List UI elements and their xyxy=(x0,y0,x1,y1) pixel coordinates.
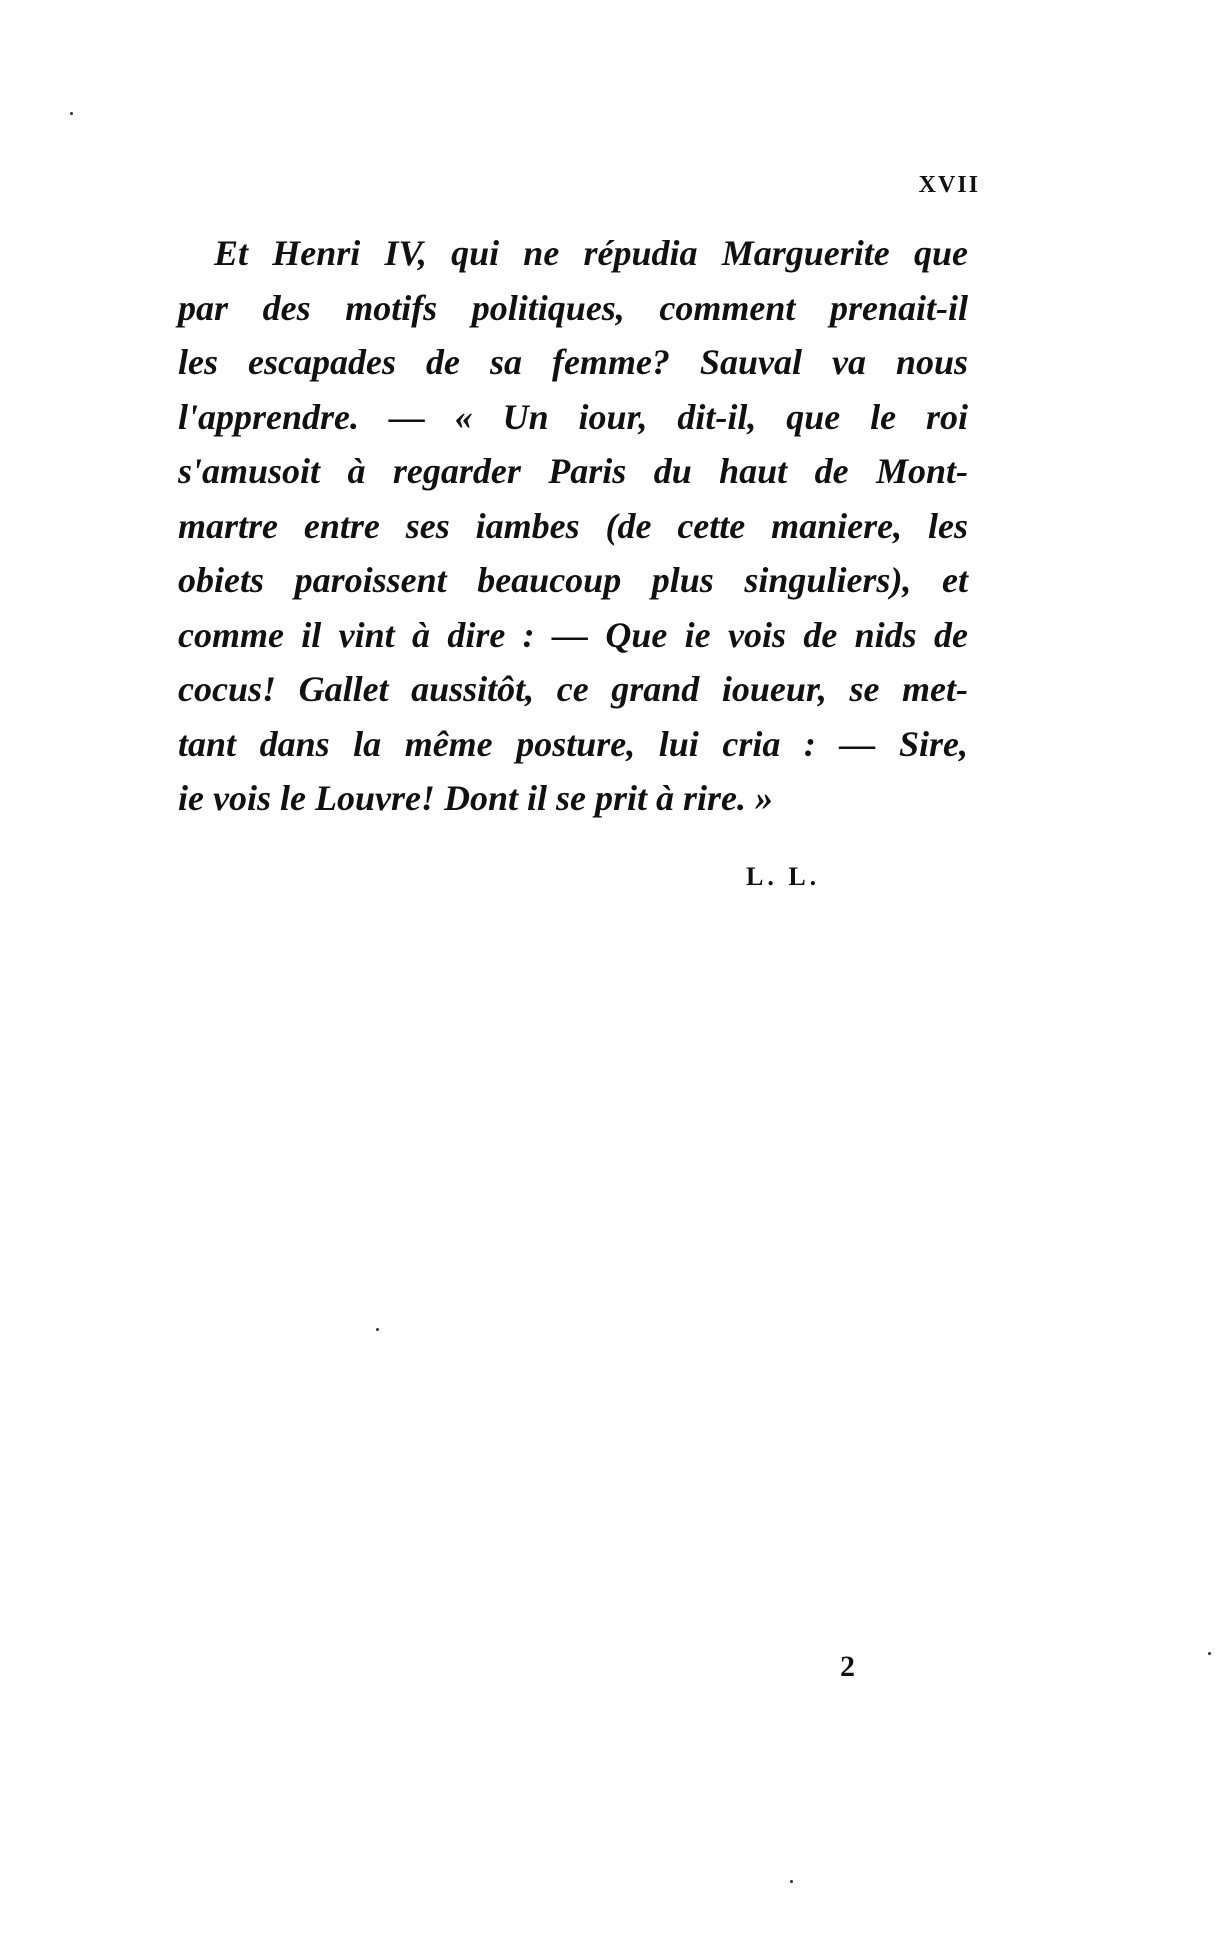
text-line: comme il vint à dire : — Que ie vois de nids de xyxy=(178,614,968,655)
text-line: tant dans la même posture, lui cria : — Sire, xyxy=(178,723,968,764)
text-line: ie vois le Louvre! Dont il se prit à rire. » xyxy=(178,778,773,818)
page-number: XVII xyxy=(918,172,980,198)
text-line: cocus! Gallet aussitôt, ce grand ioueur, se met- xyxy=(178,669,968,709)
scan-speck xyxy=(1208,1652,1211,1655)
scan-speck xyxy=(376,1328,379,1331)
text-line: martre entre ses iambes (de cette maniere, les xyxy=(178,505,968,546)
text-line: par des motifs politiques, comment prenait-il xyxy=(178,287,968,328)
body-paragraph xyxy=(178,226,968,826)
scan-speck xyxy=(790,1880,793,1883)
scan-speck xyxy=(70,112,73,115)
text-line: les escapades de sa femme? Sauval va nous xyxy=(178,342,968,382)
signature-mark: 2 xyxy=(840,1650,855,1683)
text-line: Et Henri IV, qui ne répudia Marguerite que xyxy=(214,233,968,273)
text-line: s'amusoit à regarder Paris du haut de Mont- xyxy=(178,451,968,491)
author-initials: L. L. xyxy=(746,862,821,891)
text-line: obiets paroissent beaucoup plus singuliers), et xyxy=(178,560,968,600)
text-line: l'apprendre. — « Un iour, dit-il, que le roi xyxy=(178,396,968,437)
